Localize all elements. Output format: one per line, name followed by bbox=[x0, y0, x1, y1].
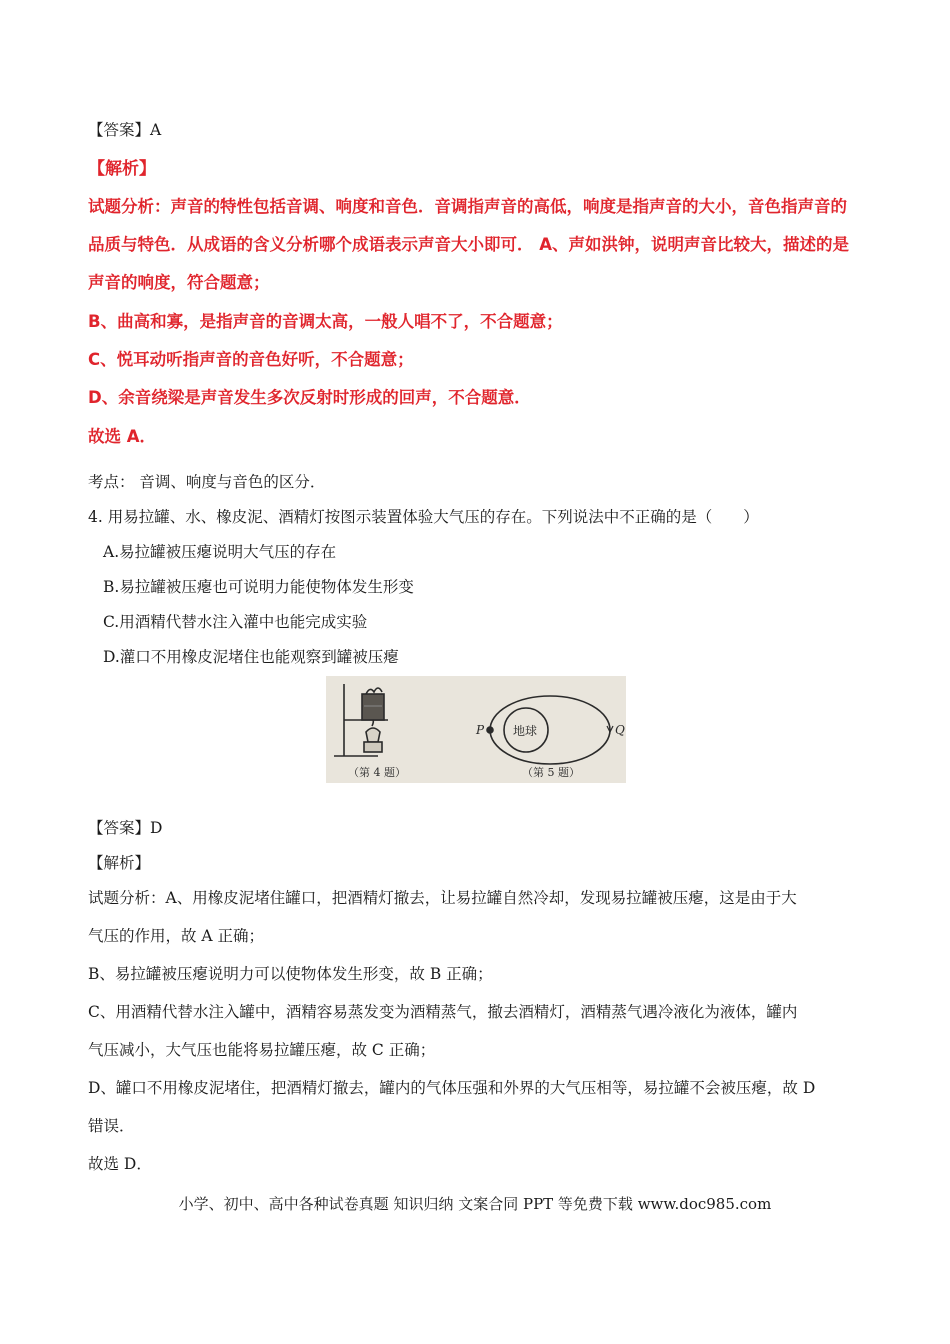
q3-analysis-title: 【解析】 bbox=[88, 159, 156, 179]
q4-analysis-line: 错误． bbox=[88, 1117, 135, 1135]
figure-caption-right: （第 5 题） bbox=[522, 766, 580, 779]
point-q-label: Q bbox=[615, 723, 625, 737]
q3-analysis-line: 声音的响度，符合题意； bbox=[88, 273, 270, 292]
q4-analysis-line: 气压减小，大气压也能将易拉罐压瘪，故 C 正确； bbox=[88, 1041, 436, 1059]
figure-caption-left: （第 4 题） bbox=[348, 766, 406, 779]
q4-analysis-line: C、用酒精代替水注入罐中，酒精容易蒸发变为酒精蒸气，撤去酒精灯，酒精蒸气遇冷液化为液体，罐内 bbox=[88, 1003, 798, 1021]
q3-analysis-line: C、悦耳动听指声音的音色好听，不合题意； bbox=[88, 350, 414, 369]
q4-analysis-line: 试题分析：A、用橡皮泥堵住罐口，把酒精灯撤去，让易拉罐自然冷却，发现易拉罐被压瘪，这是由于大 bbox=[88, 889, 797, 907]
q3-analysis-line: 品质与特色．从成语的含义分析哪个成语表示声音大小即可． A、声如洪钟，说明声音比较大，描述的是 bbox=[88, 235, 850, 254]
question-figure bbox=[326, 676, 626, 783]
q4-stem: 4. 用易拉罐、水、橡皮泥、酒精灯按图示装置体验大气压的存在。下列说法中不正确的是（ ） bbox=[88, 508, 759, 526]
q3-analysis-line: 试题分析：声音的特性包括音调、响度和音色．音调指声音的高低，响度是指声音的大小，音色指声音的 bbox=[88, 197, 847, 216]
page-footer: 小学、初中、高中各种试卷真题 知识归纳 文案合同 PPT 等免费下载 www.doc985.com bbox=[178, 1195, 772, 1213]
q3-analysis-line: B、曲高和寡，是指声音的音调太高，一般人唱不了，不合题意； bbox=[88, 312, 563, 331]
q4-analysis-line: 故选 D． bbox=[88, 1155, 152, 1173]
q4-answer: 【答案】D bbox=[88, 819, 163, 837]
q3-answer: 【答案】A bbox=[88, 121, 162, 139]
q4-option: B.易拉罐被压瘪也可说明力能使物体发生形变 bbox=[103, 578, 414, 596]
q4-option: A.易拉罐被压瘪说明大气压的存在 bbox=[103, 543, 337, 561]
q4-analysis-line: 气压的作用，故 A 正确； bbox=[88, 927, 265, 945]
q4-option: C.用酒精代替水注入灌中也能完成实验 bbox=[103, 613, 368, 631]
q4-analysis-title: 【解析】 bbox=[88, 854, 151, 872]
q3-analysis-line: 故选 A． bbox=[88, 427, 157, 446]
point-p-label: P bbox=[476, 723, 485, 737]
q4-option: D.灌口不用橡皮泥堵住也能观察到罐被压瘪 bbox=[103, 648, 399, 666]
earth-label: 地球 bbox=[513, 724, 538, 738]
orbit-drawing bbox=[487, 696, 613, 764]
can-apparatus-drawing bbox=[334, 684, 388, 756]
q4-analysis-line: B、易拉罐被压瘪说明力可以使物体发生形变，故 B 正确； bbox=[88, 965, 493, 983]
q3-kaodian: 考点： 音调、响度与音色的区分． bbox=[88, 473, 326, 491]
q4-analysis-line: D、罐口不用橡皮泥堵住，把酒精灯撤去，罐内的气体压强和外界的大气压相等，易拉罐不会被压瘪，故 D bbox=[88, 1079, 816, 1097]
q3-analysis-line: D、余音绕梁是声音发生多次反射时形成的回声，不合题意． bbox=[88, 388, 531, 407]
